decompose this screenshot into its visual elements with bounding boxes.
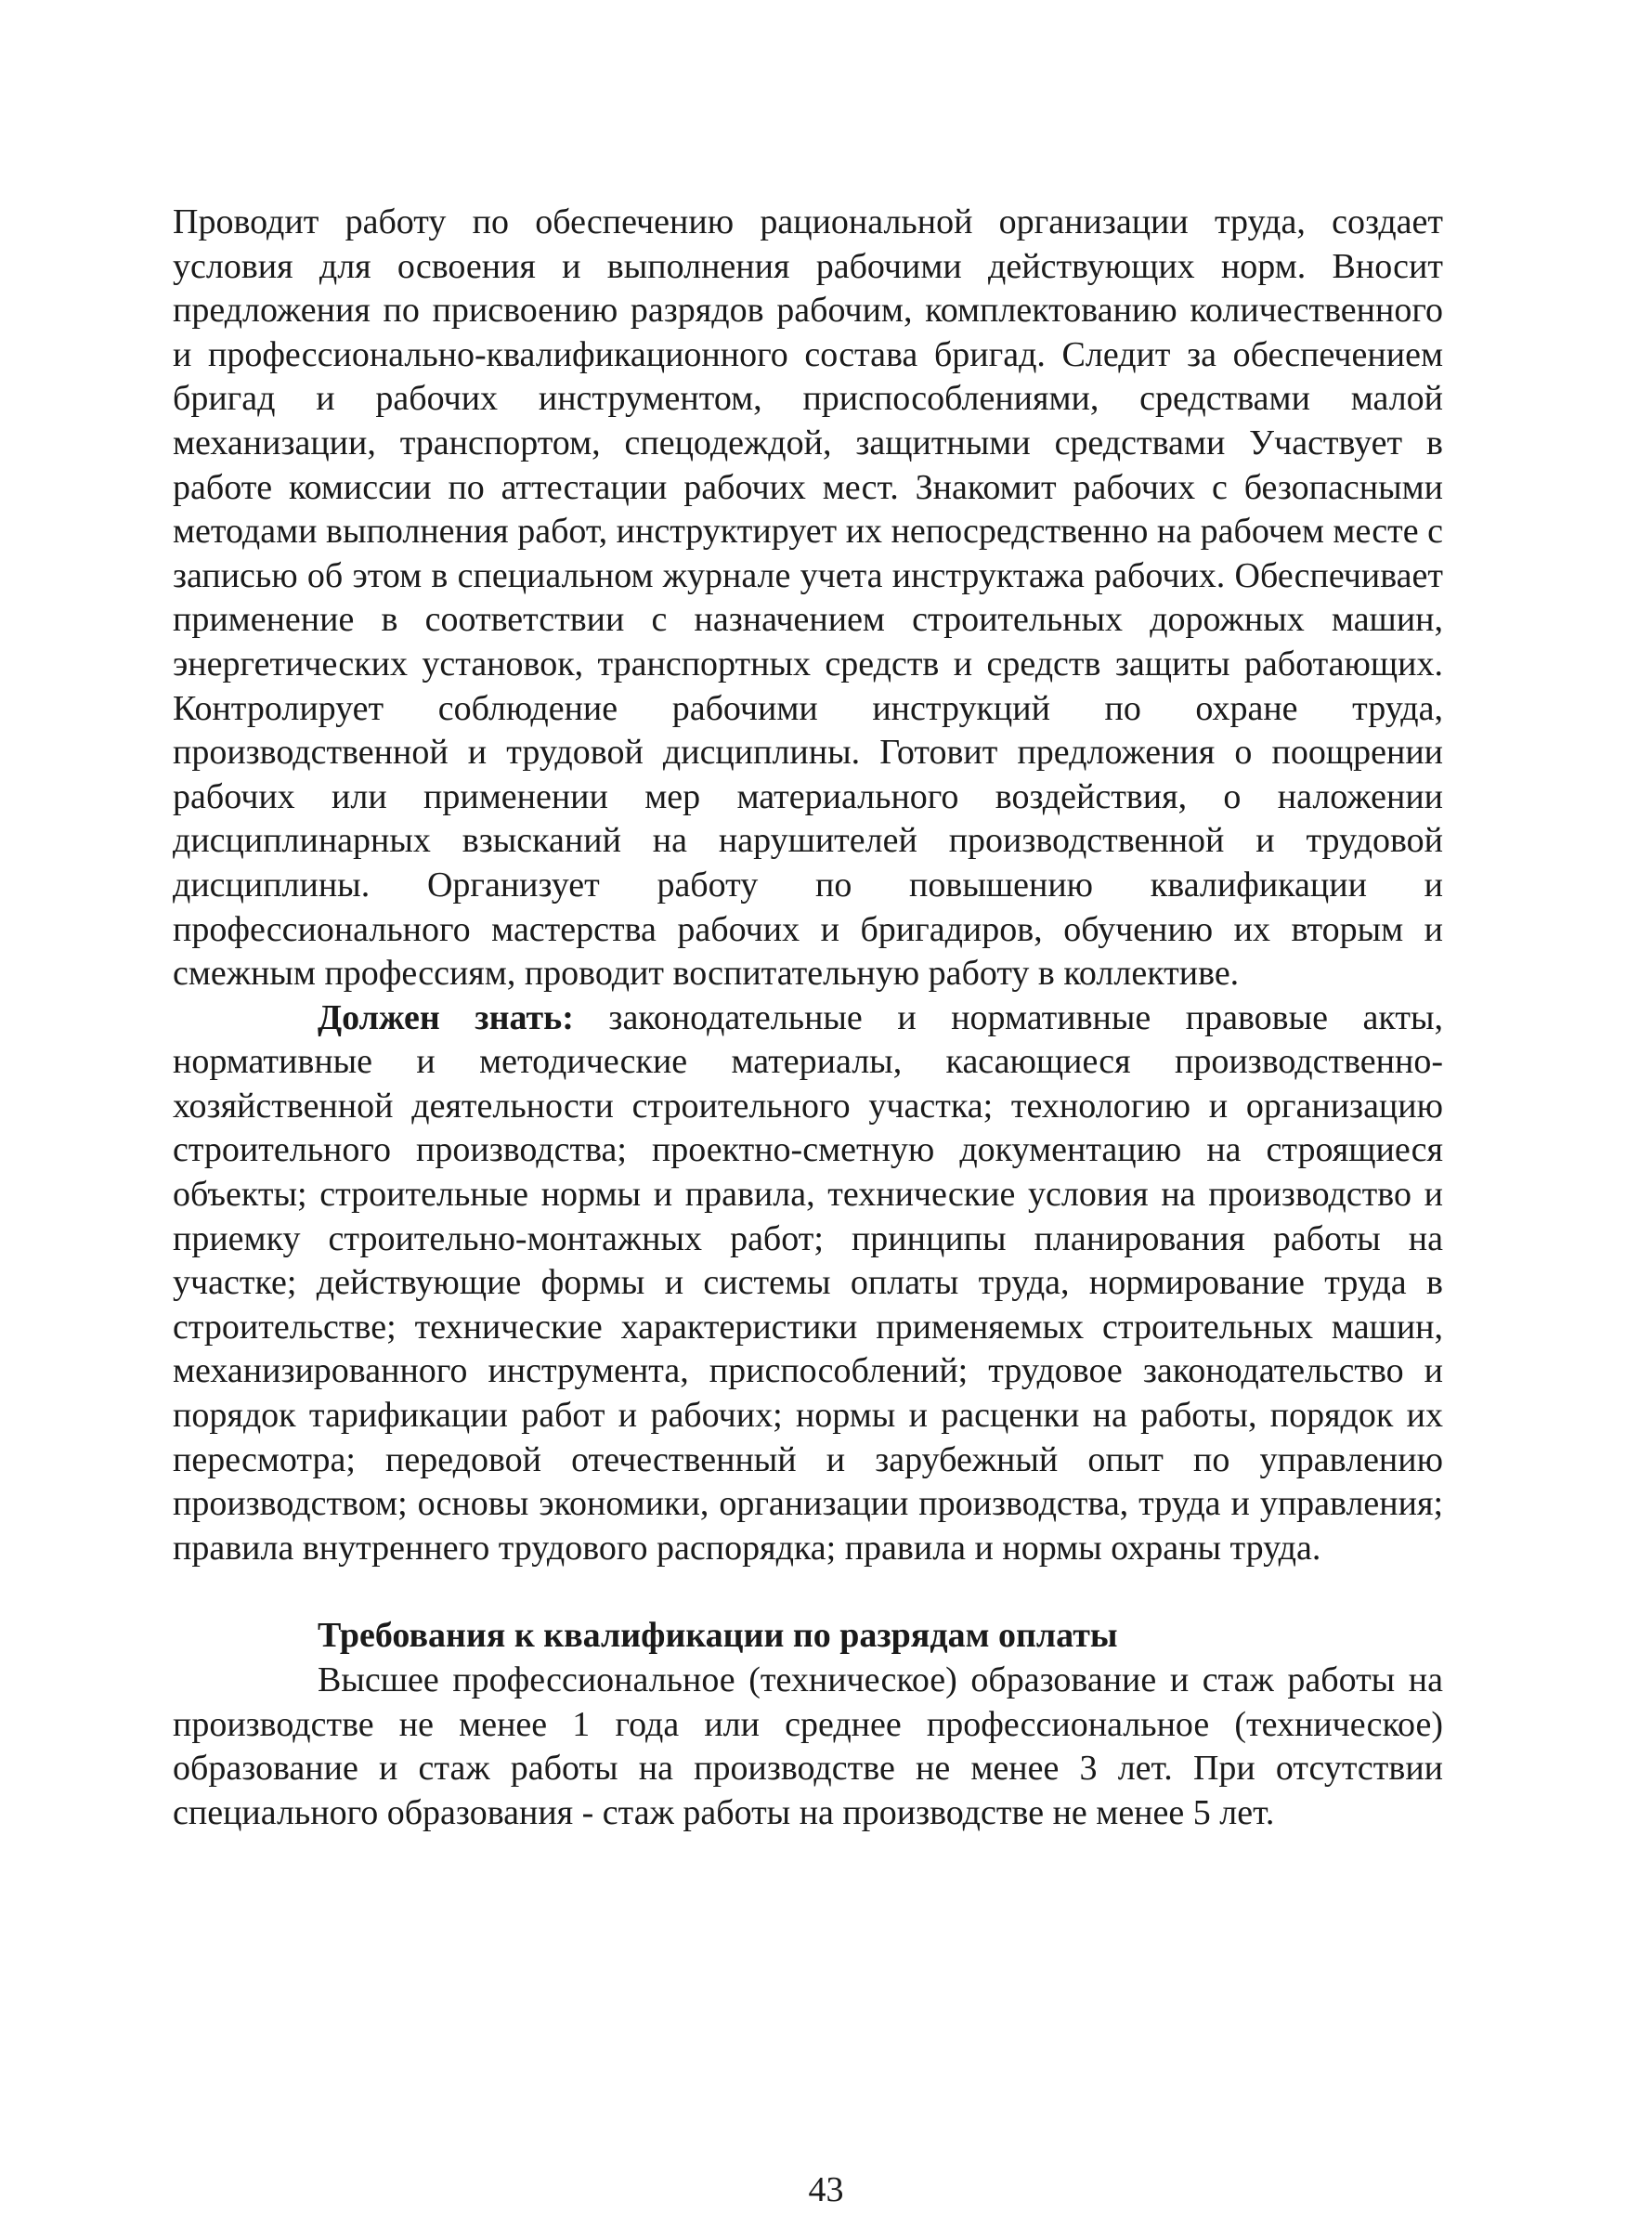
- requirements-paragraph: Высшее профессиональное (техническое) образование и стаж работы на производстве не менее 1 года или среднее профессиональное (техническое) образование и стаж работы на производстве не менее 3 лет. При отсутствии специального образования - стаж работы на производстве не менее 5 лет.: [173, 1660, 1443, 1832]
- section-heading: Требования к квалификации по разрядам оплаты: [318, 1616, 1118, 1656]
- knowledge-text: законодательные и нормативные правовые акты, нормативные и методические материалы, касающиеся производственно-хозяйственной деятельности строительного участка; технологию и организацию строительного производства; проектно-сметную документацию на строящиеся объекты; строительные нормы и правила, технические условия на производство и приемку строительно-монтажных работ; принципы планирования работы на участке; действующие формы и системы оплаты труда, нормирование труда в строительстве; технические характеристики применяемых строительных машин, механизированного инструмента, приспособлений; трудовое законодательство и порядок тарификации работ и рабочих; нормы и расценки на работы, порядок их пересмотра; передовой отечественный и зарубежный опыт по управлению производством; основы экономики, организации производства, труда и управления; правила внутреннего трудового распорядка; правила и нормы охраны труда.: [173, 997, 1443, 1568]
- duties-paragraph: Проводит работу по обеспечению рациональной организации труда, создает условия для освоения и выполнения рабочими действующих норм. Вносит предложения по присвоению разрядов рабочим, комплектованию количественного и профессионально-квалификационного состава бригад. Следит за обеспечением бригад и рабочих инструментом, приспособлениями, средствами малой механизации, транспортом, спецодеждой, защитными средствами Участвует в работе комиссии по аттестации рабочих мест. Знакомит рабочих с безопасными методами выполнения работ, инструктирует их непосредственно на рабочем месте с записью об этом в специальном журнале учета инструктажа рабочих. Обеспечивает применение в соответствии с назначением строительных дорожных машин, энергетических установок, транспортных средств и средств защиты работающих. Контролирует соблюдение рабочими инструкций по охране труда, производственной и трудовой дисциплины. Готовит предложения о поощрении рабочих или применении мер материального воздействия, о наложении дисциплинарных взысканий на нарушителей производственной и трудовой дисциплины. Организует работу по повышению квалификации и профессионального мастерства рабочих и бригадиров, обучению их вторым и смежным профессиям, проводит воспитательную работу в коллективе.: [173, 202, 1443, 994]
- knowledge-paragraph: [173, 996, 1443, 1571]
- knowledge-lead: Должен знать:: [318, 997, 574, 1037]
- page-number: 43: [808, 2170, 844, 2209]
- document-body: [173, 201, 1443, 1835]
